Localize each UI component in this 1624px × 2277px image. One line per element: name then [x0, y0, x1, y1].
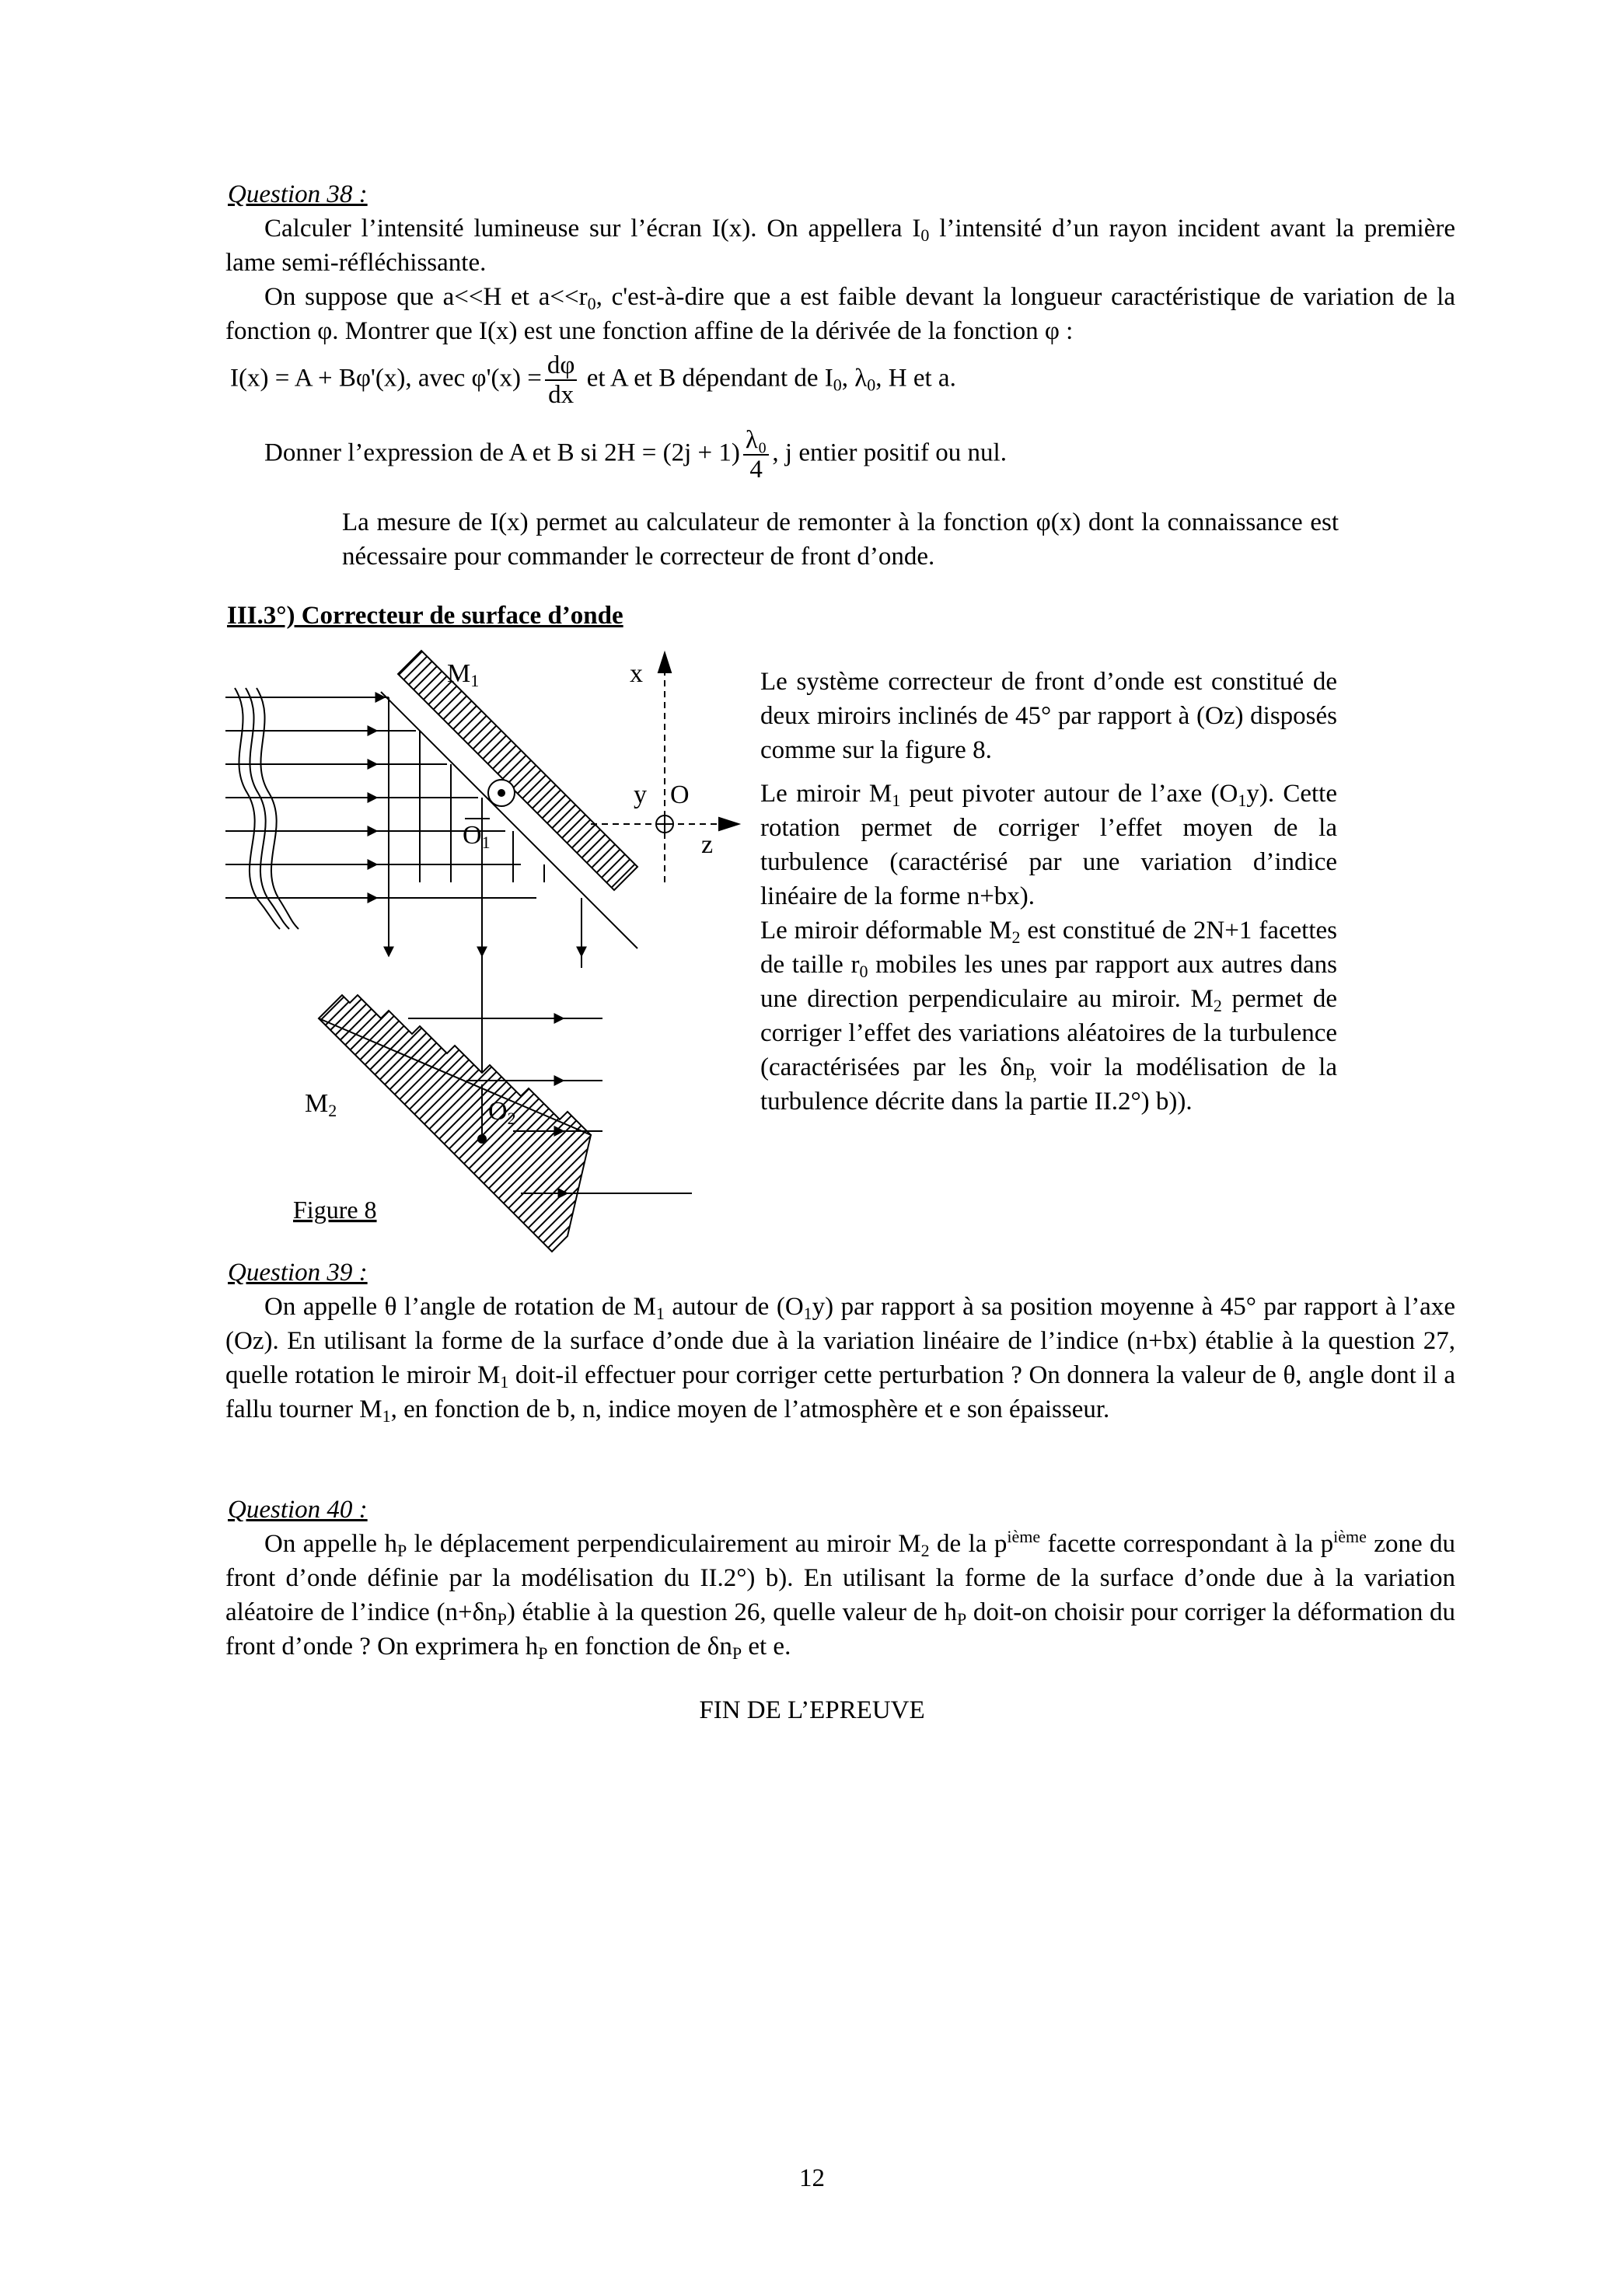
question-40-heading: Question 40 :	[228, 1496, 368, 1524]
label-axis-x: x	[630, 659, 643, 688]
wavefront-lines	[235, 688, 299, 929]
end-of-exam: FIN DE L’EPREUVE	[699, 1696, 925, 1724]
figure-8	[225, 649, 754, 1263]
page-number: 12	[799, 2164, 825, 2192]
q38-note: La mesure de I(x) permet au calculateur de remonter à la fonction φ(x) dont la connaissance est nécessaire pour commander le correcteur de front d’onde.	[342, 508, 1339, 571]
q38-paragraph-1: Calculer l’intensité lumineuse sur l’écran I(x). On appellera $I_0$ l’intensité d’un rayon incident avant la première lame semi-réfléchissante.	[225, 215, 1455, 277]
question-39-heading: Question 39 :	[228, 1259, 368, 1287]
label-o1: O1	[463, 821, 491, 852]
q38-equation: I(x) = A + Bφ'(x), avec φ'(x) = $\frac{d\varphi}{dx}$ et A et B dépendant de $I_0$, $\lambda_0$, H et a.	[230, 351, 956, 409]
label-o2: O2	[488, 1097, 516, 1128]
section-title: III.3°) Correcteur de surface d’onde	[227, 602, 623, 630]
pivot-o1-dot	[498, 789, 505, 797]
figure-caption: Figure 8	[293, 1196, 377, 1224]
label-m1: M1	[447, 659, 480, 690]
label-axis-o: O	[670, 781, 690, 809]
q39-paragraph: On appelle θ l’angle de rotation de $M_1$ autour de $(O_1y)$ par rapport à sa position moyenne à 45° par rapport à l’axe (Oz). En utilisant la forme de la surface d’onde due à la variation linéaire de l’indice (n+bx) établie à la question 27, quelle rotation le miroir $M_1$ doit-il effectuer pour corriger cette perturbation ? On donnera la valeur de θ, angle dont il a fallu tourner $M_1$, en fonction de b, n, indice moyen de l’atmosphère et e son épaisseur.	[225, 1293, 1455, 1426]
question-38-heading: Question 38 :	[228, 180, 368, 208]
figure-description	[760, 665, 1337, 1119]
q40-paragraph: On appelle $h_P$ le déplacement perpendiculairement au miroir $M_2$ de la $p^{ième}$ facette correspondant à la $p^{ième}$ zone du front d’onde définie par la modélisation du II.2°) b). En utilisant la forme de la surface d’onde due à la variation aléatoire de l’indice $(n+\delta n_P)$ établie à la question 26, quelle valeur de $h_P$ doit-on choisir pour corriger la déformation du front d’onde ? On exprimera $h_P$ en fonction de $\delta n_P$ et e.	[225, 1527, 1456, 1663]
q38-ab-expression: Donner l’expression de A et B si 2H = (2j + 1) $\frac{\text{λ₀}}{4}$ , j entier positif ou nul.	[264, 426, 1007, 484]
label-m2: M2	[305, 1089, 337, 1120]
desc-paragraph-2: Le miroir $M_1$ peut pivoter autour de l’axe $(O_1y)$. Cette rotation permet de corriger l’effet moyen de la turbulence (caractérisé par une variation d’indice linéaire de la forme n+bx).	[760, 780, 1337, 910]
label-axis-z: z	[701, 830, 714, 859]
label-axis-y: y	[634, 781, 647, 809]
mirror-m1	[398, 651, 637, 890]
q38-paragraph-2: On suppose que a<<H et $a<<r_0$, c'est-à-dire que a est faible devant la longueur caractéristique de variation de la fonction φ. Montrer que I(x) est une fonction affine de la dérivée de la fonction φ :	[225, 283, 1455, 345]
desc-paragraph-1: Le système correcteur de front d’onde est constitué de deux miroirs inclinés de 45° par rapport à (Oz) disposés comme sur la figure 8.	[760, 668, 1337, 764]
desc-paragraph-3: Le miroir déformable $M_2$ est constitué de 2N+1 facettes de taille $r_0$ mobiles les unes par rapport aux autres dans une direction perpendiculaire au miroir. $M_2$ permet de corriger l’effet des variations aléatoires de la turbulence (caractérisées par les $\delta n_{P,}$ voir la modélisation de la turbulence décrite dans la partie II.2°) b)).	[760, 917, 1337, 1116]
